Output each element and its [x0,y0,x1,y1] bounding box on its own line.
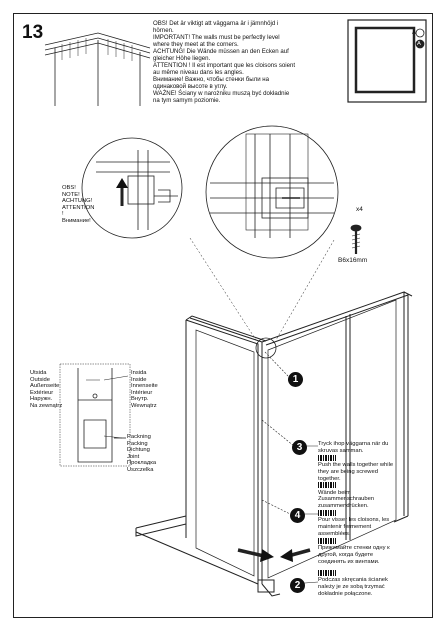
warning-line: OBS! Det är viktigt att väggarna är i jämnhöjd i [153,20,279,27]
language-flag-icon [318,538,336,544]
marker-a-bottom: A [417,41,421,47]
marker-a-top: A [412,30,416,36]
language-flag-icon [318,510,336,516]
profile-detail-zoom [82,138,182,238]
warning-line: Внимание! Важно, чтобы стенки были на [153,76,270,83]
warning-line: na tym samym poziomie. [153,97,221,104]
screw-size: B6x16mm [338,257,368,264]
language-flag-icon [318,570,336,576]
step-number: 13 [22,22,44,43]
corner-detail-zoom [206,126,338,258]
warning-line: WAŻNE! Ściany w narożniku muszą być dokładnie [153,90,290,97]
inside-label: Insida Inside Innenseite Intérieur Внутр. Wewnątrz [131,370,158,409]
warning-line: gleicher Höhe liegen. [153,55,211,62]
warning-line: hörnen. [153,27,174,34]
warning-line: ATTENTION ! Il est important que les cloisons soient [153,62,296,69]
callout-2: 2 [290,578,305,593]
warning-line: where they meet at the corners. [153,41,239,48]
instruction-step2: Podczas skręcania ścianek należy je ze sobą trzymać dokładnie połączone. [318,570,414,598]
warning-line: au même niveau dans les angles. [153,69,244,76]
instruction-step3: Tryck ihop väggarna när du skruvas samman. Push the walls together while they are being screwed together. Wände beim Zusammenschrauben zusammendrücken. Pour visser les cloisons, les maintenir fermement assemblées. Прижимайте стенки одну к другой, когда будете соединять их винтами. [318,441,394,565]
packing-label: Packning Packing Dichtung Joint Прокладка Uszczelka [127,434,157,473]
warning-line: IMPORTANT! The walls must be perfectly level [153,34,280,41]
warning-line: одинаковой высоте в углу. [153,83,228,90]
language-flag-icon [318,482,336,488]
note-label: OBS! NOTE! ACHTUNG! ATTENTION ! Внимание! [62,185,95,224]
callout-1: 1 [288,372,303,387]
screw-quantity: x4 [356,206,363,213]
callout-3: 3 [292,440,307,455]
outside-label: Utsida Outside Außenseite Extérieur Наружн. Na zewnątrz [30,370,63,409]
cross-section-drawing [60,364,130,466]
warning-line: ACHTUNG! Die Wände müssen an den Ecken auf [153,48,289,55]
roof-corner-sketch [45,22,150,106]
screw-icon [351,225,361,254]
language-flag-icon [318,455,336,461]
callout-4: 4 [290,508,305,523]
